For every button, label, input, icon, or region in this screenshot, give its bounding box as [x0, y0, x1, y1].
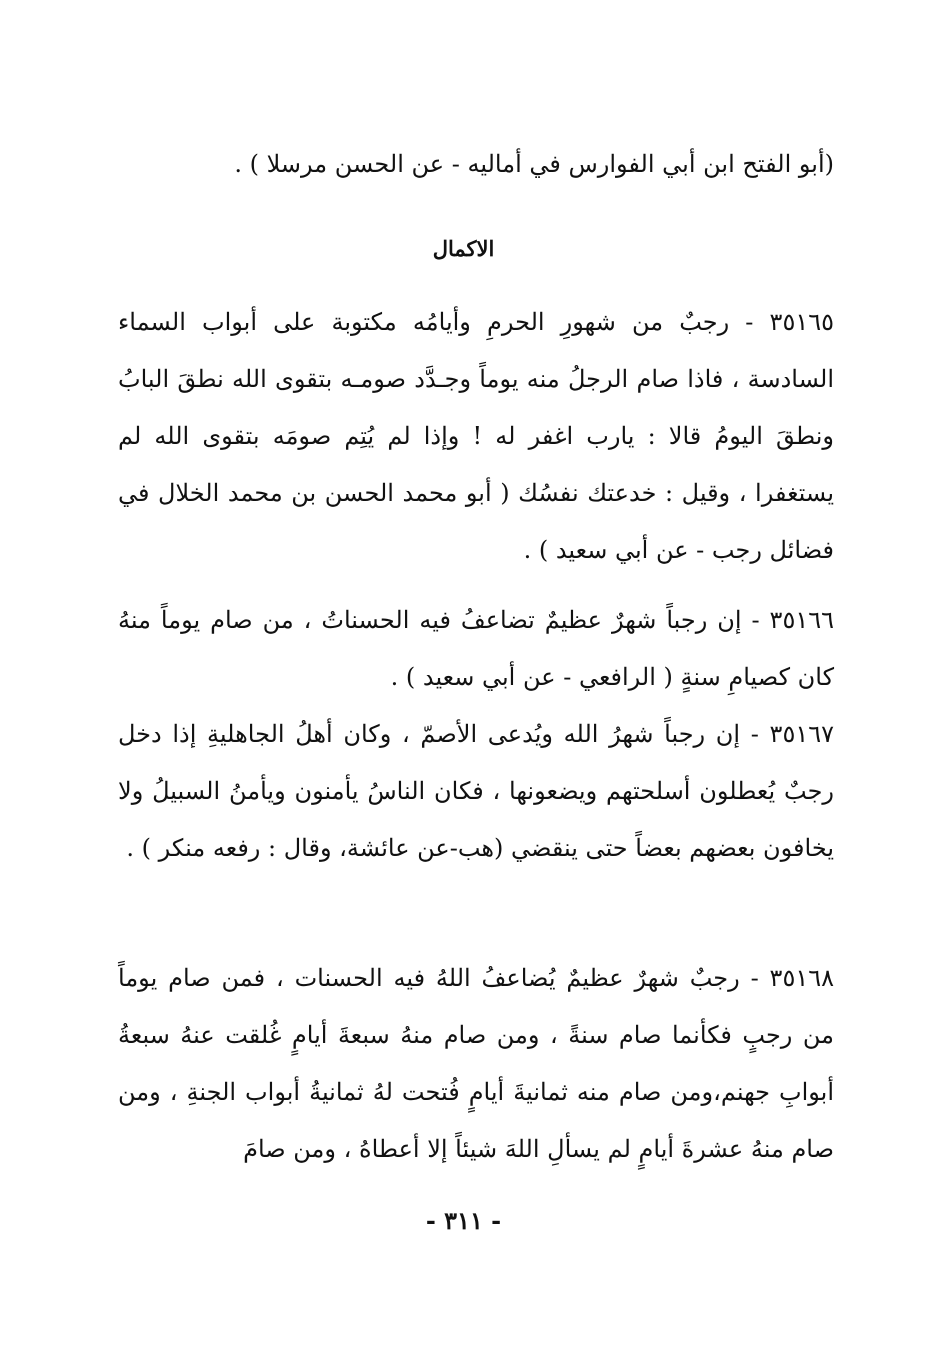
hadith-35165-paragraph: ٣٥١٦٥ - رجبٌ من شهورِ الحرمِ وأيامُه مكتوبة على أبواب السماء السادسة ، فاذا صام الرجلُ منه يوماً وجـدَّد صومـه بتقوى الله نطقَ البابُ ونطقَ اليومُ قالا : يارب اغفر له ! وإذا لم يُتِم صومَه بتقوى الله لم يستغفرا ، وقيل : خدعتك نفسُك ( أبو محمد الحسن بن محمد الخلال في فضائل رجب - عن أبي سعيد ) .: [118, 308, 834, 564]
hadith-35166-paragraph: ٣٥١٦٦ - إن رجباً شهرٌ عظيمٌ تضاعفُ فيه الحسناتُ ، من صام يوماً منهُ كان كصيامِ سنةٍ ( الرافعي - عن أبي سعيد ) .: [118, 606, 834, 691]
hadith-35167-paragraph: ٣٥١٦٧ - إن رجباً شهرُ الله ويُدعى الأصمّ ، وكان أهلُ الجاهليةِ إذا دخل رجبٌ يُعطلون أسلحتهم ويضعونها ، فكان الناسُ يأمنون ويأمنُ السبيلُ ولا يخافون بعضهم بعضاً حتى ينقضي (هب-عن عائشة، وقال : رفعه منكر ) .: [118, 720, 834, 862]
section-heading: الاكمال: [432, 236, 495, 261]
hadith-35168-paragraph: ٣٥١٦٨ - رجبٌ شهرٌ عظيمٌ يُضاعفُ اللهُ فيه الحسنات ، فمن صام يوماً من رجبٍ فكأنما صام سنةً ، ومن صام منهُ سبعةَ أيامٍ غُلقت عنهُ سبعةُ أبوابِ جهنم،ومن صام منه ثمانيةَ أيامٍ فُتحت لهُ ثمانيةُ أبواب الجنةِ ، ومن صام منهُ عشرةَ أيامٍ لم يسألِ اللهَ شيئاً إلا أعطاهُ ، ومن صامَ: [118, 964, 834, 1163]
page-number: - ٣١١ -: [425, 1206, 502, 1235]
opening-citation-line: (أبو الفتح ابن أبي الفوارس في أماليه - عن الحسن مرسلا ) .: [234, 150, 834, 178]
